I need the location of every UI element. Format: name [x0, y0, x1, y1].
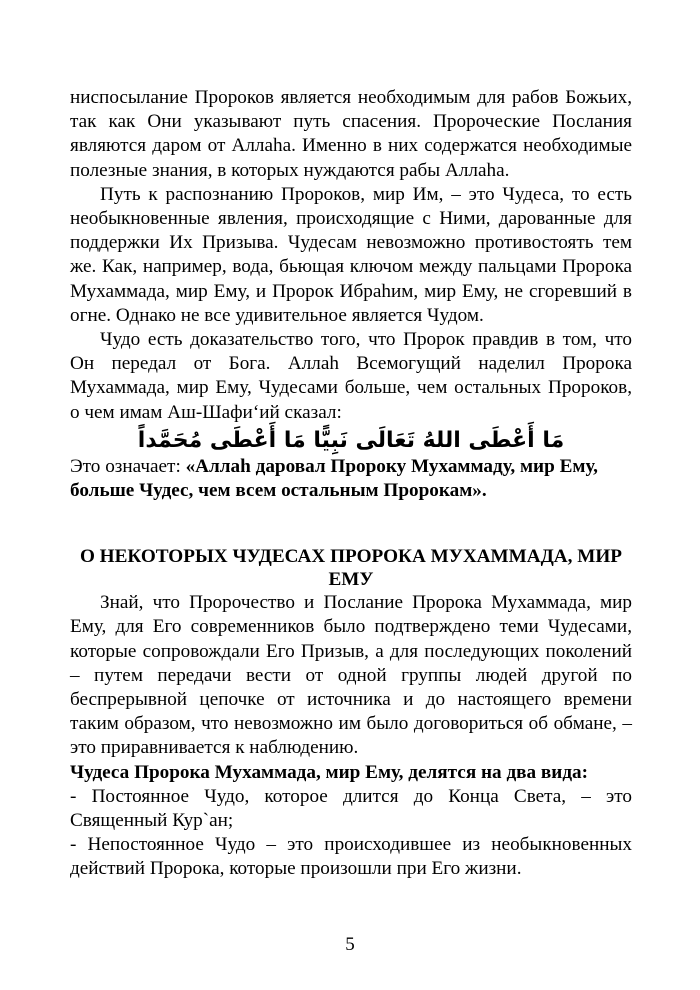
paragraph-2: Путь к распознанию Пророков, мир Им, – это Чудеса, то есть необыкновенные явления, происходящие с Ними, дарованные для поддержки Их Призыва. Чудесам невозможно противостоять тем же. Как, например, вода, бьющая ключом между пальцами Пророка Мухаммада, мир Ему, и Пророк Ибраhим, мир Ему, не сгоревший в огне. Однако не все удивительное является Чудом.	[70, 183, 632, 326]
paragraph-1: ниспосылание Пророков является необходимым для рабов Божьих, так как Они указывают путь спасения. Пророческие Послания являются даром от Аллаhа. Именно в них содержатся необходимые полезные знания, в которых нуждаются рабы Аллаhа.	[70, 87, 632, 181]
meaning-paragraph	[70, 455, 632, 503]
paragraph-4: Знай, что Пророчество и Послание Пророка Мухаммада, мир Ему, для Его современников было подтверждено теми Чудесами, которые сопровождали Его Призыв, а для последующих поколений – путем передачи вести от одной группы людей другой по беспрерывной цепочке от источника и до настоящего времени таким образом, что невозможно им было договориться об обмане, – это приравнивается к наблюдению.	[70, 592, 632, 759]
types-heading: Чудеса Пророка Мухаммада, мир Ему, делятся на два вида:	[70, 761, 589, 783]
arabic-quote: مَا أَعْطَى اللهُ تَعَالَى نَبِيًّا مَا أَعْطَى مُحَمَّداً	[137, 427, 565, 453]
meaning-lead: Это означает:	[70, 455, 181, 477]
paragraph-6: - Постоянное Чудо, которое длится до Конца Света, – это Священный Кур`ан;	[70, 785, 632, 832]
section-heading: О НЕКОТОРЫХ ЧУДЕСАХ ПРОРОКА МУХАММАДА, МИР ЕМУ	[79, 546, 623, 591]
paragraph-7: - Непостоянное Чудо – это происходившее из необыкновенных действий Пророка, которые произошли при Его жизни.	[70, 834, 632, 880]
meaning-bold: «Аллаh даровал Пророку Мухаммаду, мир Ему, больше Чудес, чем всем остальным Пророкам».	[70, 455, 598, 502]
page-number: 5	[345, 934, 355, 955]
paragraph-5	[70, 761, 632, 785]
paragraph-3: Чудо есть доказательство того, что Пророк правдив в том, что Он передал от Бога. Аллаh Всемогущий наделил Пророка Мухаммада, мир Ему, Чудесами больше, чем остальных Пророков, о чем имам Аш-Шафи‘ий сказал:	[70, 329, 632, 423]
page-body	[70, 86, 632, 882]
